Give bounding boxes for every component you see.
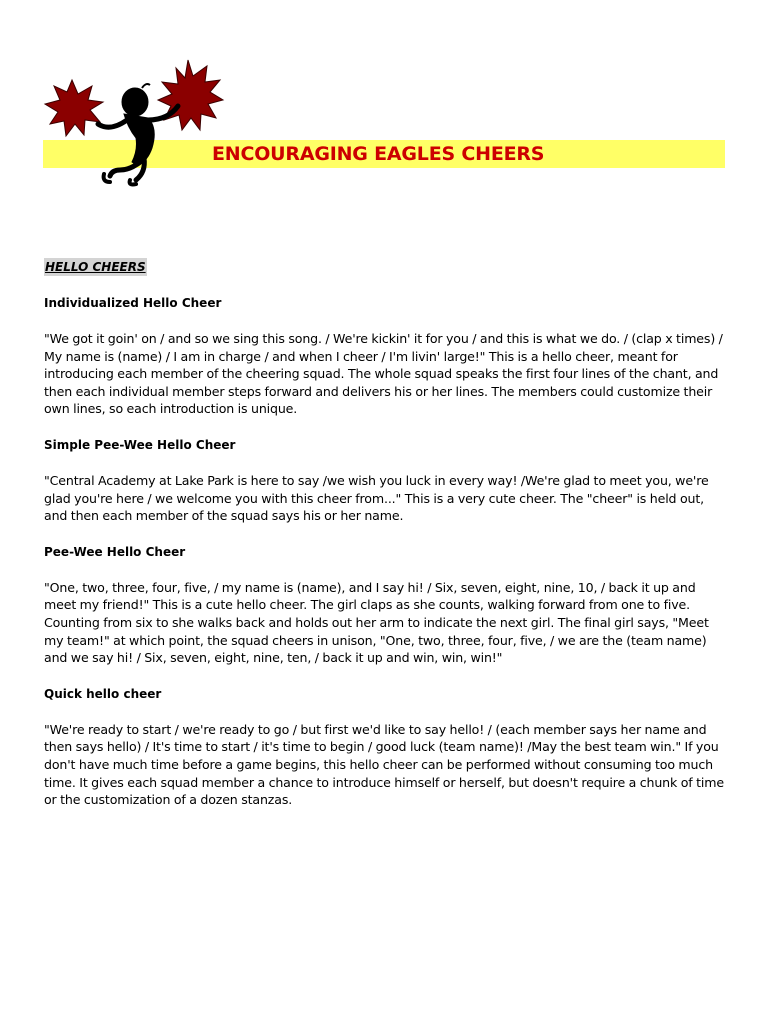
cheerleader-with-pompoms-icon [40,58,225,190]
left-pompom-icon [45,80,103,136]
cheer-text: "One, two, three, four, five, / my name is (name), and I say hi! / Six, seven, eight, nine, 10, / back it up and meet my friend!" This is a cute hello cheer. The girl claps as she counts, walking forward from one to five. Counting from six to she walks back and holds out her arm to indicate the next girl. The final girl says, "Meet my team!" at which point, the squad cheers in unison, "One, two, three, four, five, / we are the (team name) and we say hi! / Six, seven, eight, nine, ten, / back it up and win, win, win!" [44,579,709,666]
page-title: ENCOURAGING EAGLES CHEERS [212,143,545,165]
cheer-title: Individualized Hello Cheer [44,296,222,310]
cheer-text: "We got it goin' on / and so we sing this song. / We're kickin' it for you / and this is what we do. / (clap x times) / My name is (name) / I am in charge / and when I cheer / I'm livin' large!" This is a hello cheer, meant for introducing each member of the cheering squad. The whole squad speaks the first four lines of the chant, and then each individual member steps forward and delivers his or her lines. The members could customize their own lines, so each introduction is unique. [44,331,723,417]
cheer-title: Pee-Wee Hello Cheer [44,544,186,559]
cheer-text: "Central Academy at Lake Park is here to say /we wish you luck in every way! /We're glad to meet you, we're glad you're here / we welcome you with this cheer from..." This is a very cute cheer. The "cheer" is held out, and then each member of the squad says his or her name. [44,472,709,524]
section-heading: HELLO CHEERS [45,260,146,274]
cheer-title: Simple Pee-Wee Hello Cheer [44,437,236,452]
cheer-title: Quick hello cheer [44,686,162,701]
right-pompom-icon [158,60,223,130]
document-body [44,256,726,827]
cheer-text: "We're ready to start / we're ready to go / but first we'd like to say hello! / (each member says her name and then says hello) / It's time to start / it's time to begin / good luck (team name)! /May the best team win." If you don't have much time before a game begins, this hello cheer can be performed without consuming too much time. It gives each squad member a chance to introduce himself or herself, but doesn't require a chunk of time or the customization of a dozen stanzas. [44,721,724,808]
